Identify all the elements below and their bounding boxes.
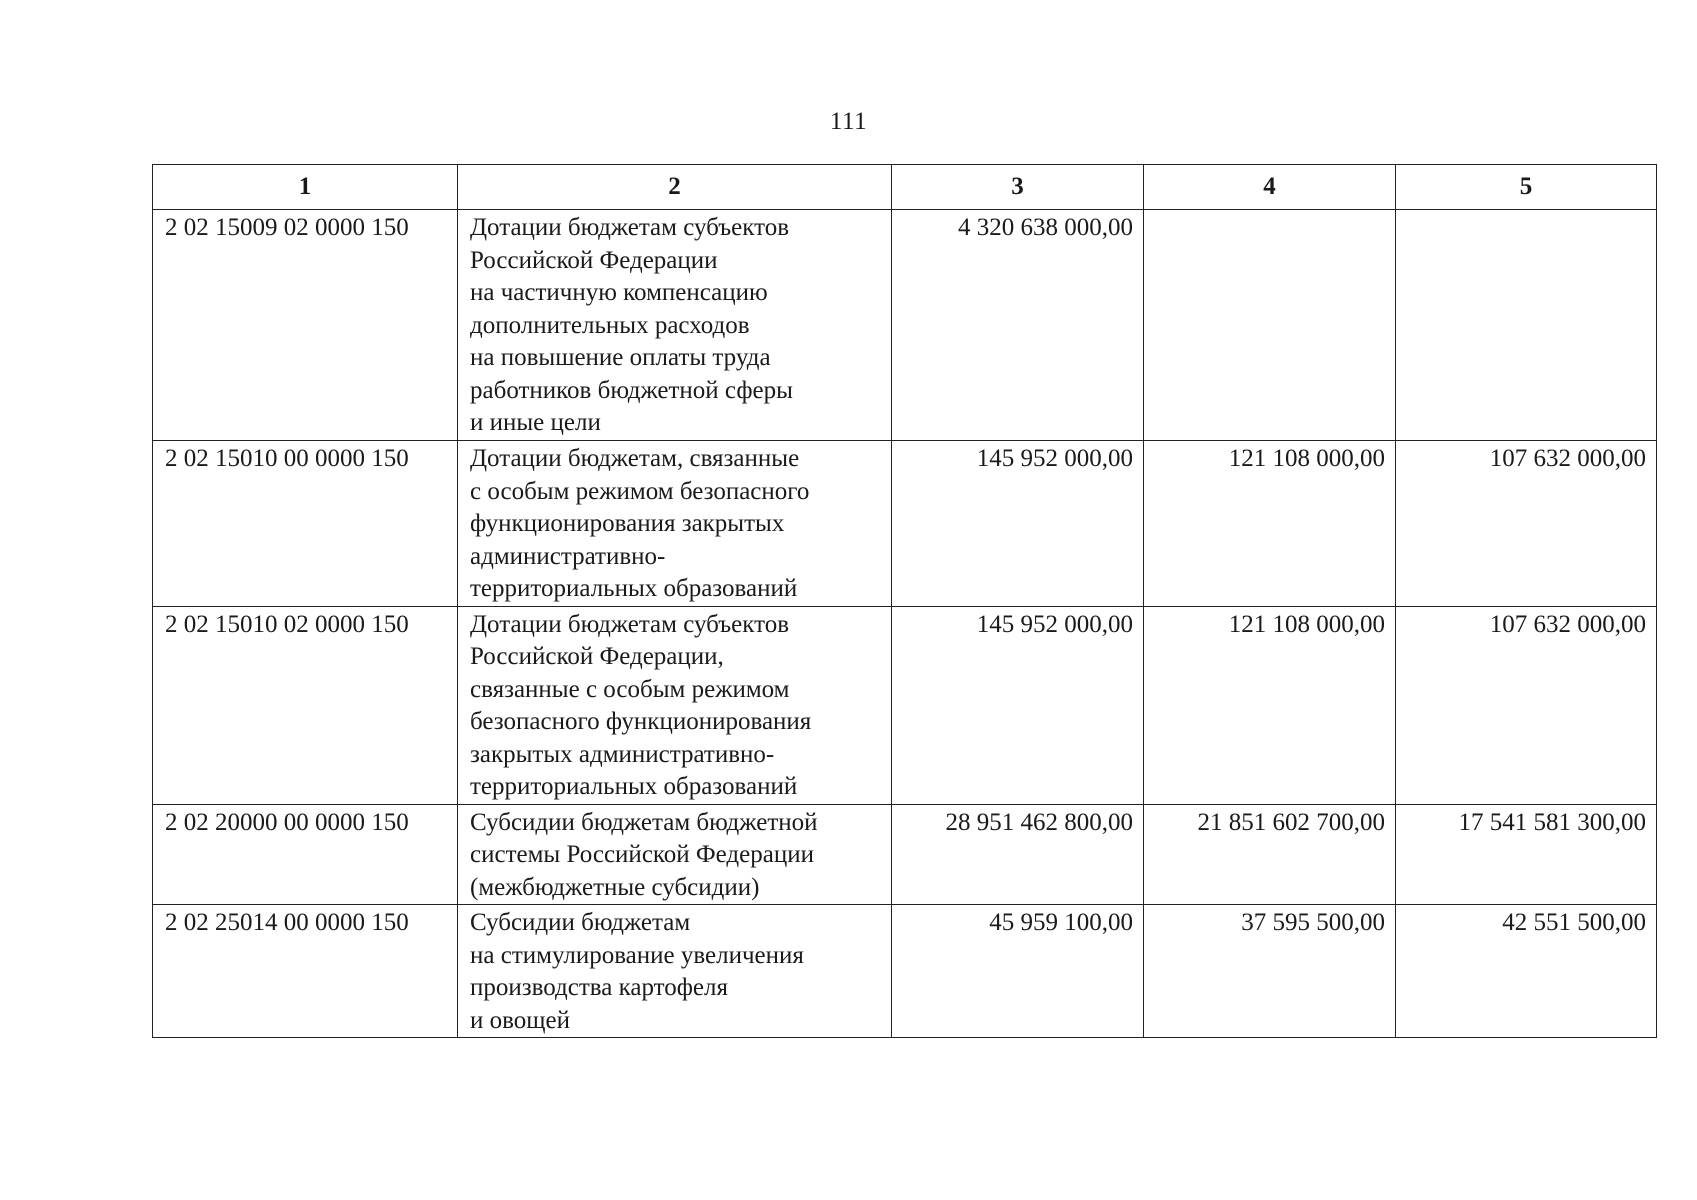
amount-col4-cell: 21 851 602 700,00	[1144, 804, 1396, 905]
table-header-row	[153, 165, 1657, 210]
amount-col3-cell: 4 320 638 000,00	[892, 210, 1144, 441]
budget-code-cell: 2 02 25014 00 0000 150	[153, 905, 458, 1038]
amount-col5-cell: 107 632 000,00	[1396, 441, 1657, 607]
budget-table	[152, 164, 1657, 1038]
budget-code-cell: 2 02 15010 00 0000 150	[153, 441, 458, 607]
amount-col5-cell: 107 632 000,00	[1396, 606, 1657, 804]
column-header-4: 4	[1144, 165, 1396, 210]
amount-col3-cell: 28 951 462 800,00	[892, 804, 1144, 905]
column-header-2: 2	[458, 165, 892, 210]
amount-col5-cell	[1396, 210, 1657, 441]
budget-code-cell: 2 02 15009 02 0000 150	[153, 210, 458, 441]
amount-col3-cell: 145 952 000,00	[892, 441, 1144, 607]
income-name-cell: Дотации бюджетам, связанные с особым режимом безопасного функционирования закрытых административно- территориальных образований	[458, 441, 892, 607]
column-header-1: 1	[153, 165, 458, 210]
amount-col5-cell: 17 541 581 300,00	[1396, 804, 1657, 905]
income-name-cell: Дотации бюджетам субъектов Российской Федерации, связанные с особым режимом безопасного функционирования закрытых административно- территориальных образований	[458, 606, 892, 804]
amount-col4-cell: 37 595 500,00	[1144, 905, 1396, 1038]
table-row	[153, 210, 1657, 441]
amount-col5-cell: 42 551 500,00	[1396, 905, 1657, 1038]
column-header-5: 5	[1396, 165, 1657, 210]
page-number: 111	[829, 108, 868, 135]
amount-col4-cell	[1144, 210, 1396, 441]
amount-col3-cell: 145 952 000,00	[892, 606, 1144, 804]
income-name-cell: Субсидии бюджетам на стимулирование увеличения производства картофеля и овощей	[458, 905, 892, 1038]
table-row	[153, 905, 1657, 1038]
income-name-cell: Дотации бюджетам субъектов Российской Федерации на частичную компенсацию дополнительных расходов на повышение оплаты труда работников бюджетной сферы и иные цели	[458, 210, 892, 441]
table-row	[153, 606, 1657, 804]
column-header-3: 3	[892, 165, 1144, 210]
budget-code-cell: 2 02 15010 02 0000 150	[153, 606, 458, 804]
table-row	[153, 441, 1657, 607]
amount-col4-cell: 121 108 000,00	[1144, 606, 1396, 804]
amount-col3-cell: 45 959 100,00	[892, 905, 1144, 1038]
table-row	[153, 804, 1657, 905]
budget-code-cell: 2 02 20000 00 0000 150	[153, 804, 458, 905]
income-name-cell: Субсидии бюджетам бюджетной системы Российской Федерации (межбюджетные субсидии)	[458, 804, 892, 905]
amount-col4-cell: 121 108 000,00	[1144, 441, 1396, 607]
